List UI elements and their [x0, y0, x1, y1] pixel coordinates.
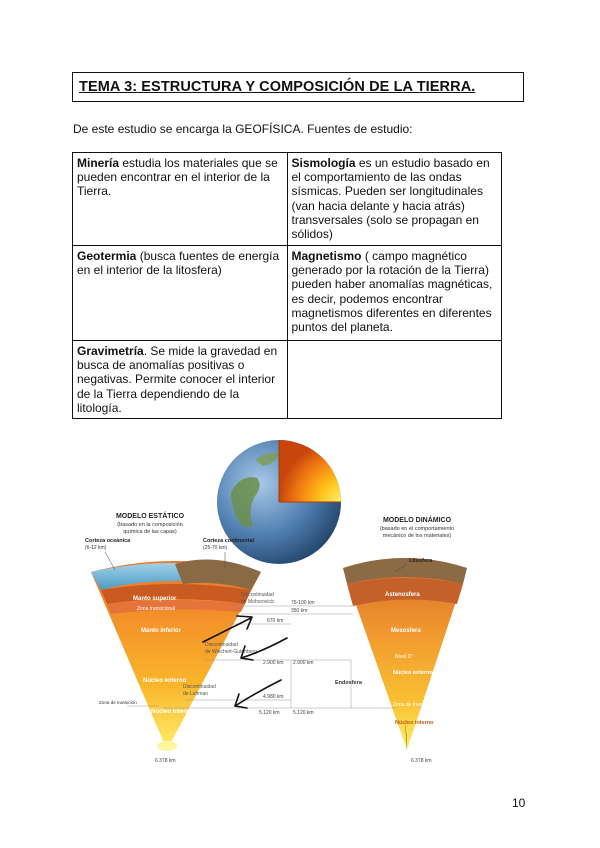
- source-cell-magnetismo: [287, 246, 502, 341]
- source-term: Magnetismo: [291, 249, 362, 263]
- page-number: 10: [512, 796, 526, 810]
- depth-5120-left: 5.120 km: [259, 710, 280, 716]
- right-inner-core-label: Núcleo interno: [395, 720, 434, 726]
- dynamic-model-subtitle-1: (basado en el comportamiento: [379, 526, 455, 532]
- source-description: ( campo magnético generado por la rotación de la Tierra) pueden haber anomalías magnéticas, es decir, podemos encontrar magnetismos diferentes en diferentes puntos del planeta.: [291, 249, 493, 335]
- sources-table: [72, 152, 502, 419]
- right-transition-zone-label: Zona de transición: [393, 702, 435, 708]
- lithosphere-label: Litosfera: [409, 558, 433, 564]
- continental-crust-label: Corteza continental: [203, 538, 255, 544]
- wiechert-label-2: de Wiechert-Gutenberg: [205, 649, 257, 655]
- depth-5120-right: 5.120 km: [293, 710, 314, 716]
- static-model-title: MODELO ESTÁTICO: [115, 513, 185, 520]
- lehman-label-1: Discontinuidad: [183, 684, 216, 690]
- lehman-label-2: de Lehman: [183, 691, 209, 697]
- table-row: [73, 341, 502, 419]
- outer-core-label: Núcleo externo: [143, 678, 187, 684]
- earth-structure-illustration: [55, 420, 505, 770]
- inner-core-label: Núcleo interno: [151, 709, 194, 715]
- source-cell-geotermia: [73, 246, 288, 341]
- left-transition-zone-label: Zona de transición: [99, 700, 137, 705]
- source-description: (busca fuentes de energía en el interior de la litosfera): [77, 249, 280, 278]
- lower-mantle-label: Manto inferior: [141, 628, 181, 634]
- upper-mantle-label: Manto superior: [133, 596, 177, 602]
- arrow-lehman: [235, 680, 281, 706]
- source-cell-sismologia: [287, 153, 502, 246]
- source-term: Minería: [77, 156, 120, 170]
- source-term: Gravimetría: [77, 344, 144, 358]
- table-row: [73, 246, 502, 341]
- earth-structure-svg: [55, 420, 505, 770]
- source-cell-gravimetria: [73, 341, 288, 419]
- oceanic-crust-pointer: [105, 552, 115, 570]
- level-d-label: Nivel D'': [395, 654, 414, 660]
- endosphere-label: Endosfera: [335, 680, 362, 686]
- static-model-subtitle-1: (basado en la composición: [117, 522, 183, 528]
- left-inner-core-tip: [157, 741, 177, 751]
- source-term: Sismología: [291, 156, 356, 170]
- oceanic-crust-label: Corteza oceánica: [85, 538, 131, 544]
- mohorovicic-label-1: Discontinuidad: [241, 592, 274, 598]
- static-model-subtitle-2: química de las capas): [123, 529, 177, 535]
- depth-2900-right: 2.900 km: [293, 660, 314, 666]
- source-description: . Se mide la gravedad en busca de anomalías positivas o negativas. Permite conocer el interior de la Tierra dependiendo de la litología.: [77, 344, 278, 415]
- dynamic-model-subtitle-2: mecánico de los materiales): [382, 533, 452, 539]
- oceanic-crust-depth: (6-12 km): [85, 545, 107, 551]
- depth-4980: 4.980 km: [263, 694, 284, 700]
- mesosphere-label: Mesosfera: [391, 628, 421, 634]
- table-row: [73, 153, 502, 246]
- dynamic-model-title: MODELO DINÁMICO: [382, 517, 452, 524]
- source-description: estudia los materiales que se pueden encontrar en el interior de la Tierra.: [77, 156, 278, 199]
- source-description: es un estudio basado en el comportamiento de las ondas sísmicas. Pueden ser longitudinales (van hacia delante y hacia atrás) transversales (solo se propagan en sólidos): [291, 156, 490, 242]
- title-box: [72, 72, 524, 102]
- wiechert-label-1: Discontinuidad: [205, 642, 238, 648]
- asthenosphere-label: Astenosfera: [385, 592, 420, 598]
- depth-6378-right: 6.378 km: [411, 758, 432, 764]
- intro-text: De este estudio se encarga la GEOFÍSICA. Fuentes de estudio:: [73, 122, 413, 136]
- page-title: TEMA 3: ESTRUCTURA Y COMPOSICIÓN DE LA TIERRA.: [79, 79, 476, 95]
- depth-75-100: 75-100 km: [291, 600, 315, 606]
- source-cell-mineria: [73, 153, 288, 246]
- depth-2900-left: 2.900 km: [263, 660, 284, 666]
- static-model-cone: [91, 560, 261, 752]
- continental-crust-depth: (25-70 km): [203, 545, 228, 551]
- transition-zone-label: Zona transicional: [137, 606, 176, 612]
- depth-6378-left: 6.378 km: [155, 758, 176, 764]
- globe-cutaway: [279, 440, 341, 502]
- source-cell-empty: [287, 341, 502, 419]
- source-term: Geotermia: [77, 249, 137, 263]
- globe: [217, 440, 341, 564]
- right-outer-core-label: Núcleo externo: [393, 670, 433, 676]
- depth-350: 350 km: [291, 608, 308, 614]
- mohorovicic-label-2: de Mohorovicic: [241, 599, 275, 605]
- arrow-head-icon: [235, 694, 247, 708]
- depth-670: 670 km: [267, 618, 284, 624]
- arrow-wiechert: [241, 638, 287, 658]
